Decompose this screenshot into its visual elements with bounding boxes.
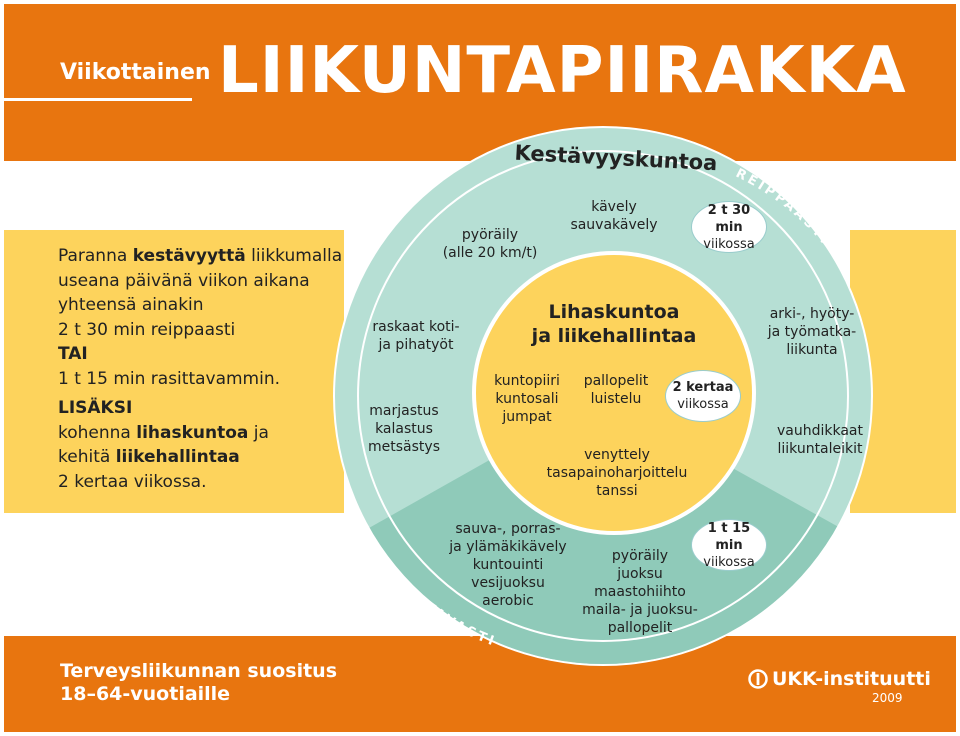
ukk-logo bbox=[748, 668, 931, 690]
text-line: 2 kertaa viikossa. bbox=[58, 471, 207, 492]
activity-label: kuntopiiri kuntosali jumpat bbox=[494, 373, 560, 425]
page-title: LIIKUNTAPIIRAKKA bbox=[218, 34, 907, 108]
frequency-badge: 2 t 30 min viikossa bbox=[692, 202, 766, 252]
activity-label: kävely sauvakävely bbox=[570, 199, 658, 233]
ukk-logo-text: UKK-instituutti bbox=[772, 668, 931, 690]
inner-heading: Lihaskuntoa ja liikehallintaa bbox=[531, 301, 697, 347]
text-line: Paranna kestävyyttä liikkumalla bbox=[58, 246, 343, 266]
text-line: kohenna lihaskuntoa ja bbox=[58, 422, 269, 443]
footer-subtitle: 18–64-vuotiaille bbox=[60, 683, 231, 705]
activity-label: vauhdikkaat liikuntaleikit bbox=[776, 423, 864, 457]
outer-heading: Kestävyyskuntoa bbox=[514, 140, 718, 176]
activity-label: pyöräily juoksu maastohiihto maila- ja juoksu- pallopelit bbox=[582, 548, 698, 636]
activity-label: sauva-, porras- ja ylämäkikävely kuntouinti vesijuoksu aerobic bbox=[449, 521, 567, 609]
ukk-logo-icon bbox=[748, 669, 768, 689]
text-line: 2 t 30 min reippaasti bbox=[58, 319, 236, 340]
text-line: yhteensä ainakin bbox=[58, 295, 204, 315]
activity-label: pallopelit luistelu bbox=[583, 373, 649, 407]
activity-label: arki-, hyöty- ja työmatka- liikunta bbox=[767, 306, 857, 358]
activity-label: raskaat koti- ja pihatyöt bbox=[372, 319, 460, 353]
footer-title: Terveysliikunnan suositus bbox=[60, 660, 338, 682]
text-line: 1 t 15 min rasittavammin. bbox=[58, 368, 281, 389]
activity-label: pyöräily (alle 20 km/t) bbox=[442, 227, 538, 261]
text-line: LISÄKSI bbox=[58, 398, 133, 418]
text-line: useana päivänä viikon aikana bbox=[58, 270, 310, 291]
footer-year: 2009 bbox=[872, 691, 903, 705]
activity-label: venyttely tasapainoharjoittelu tanssi bbox=[546, 447, 688, 499]
text-line: kehitä liikehallintaa bbox=[58, 447, 240, 467]
arc-label-rasittavasti: RASITTAVASTI bbox=[378, 560, 499, 651]
text-line: TAI bbox=[58, 344, 88, 364]
arc-label-reippaasti: REIPPAASTI bbox=[733, 166, 834, 249]
header-subtitle: Viikottainen bbox=[60, 60, 211, 85]
frequency-badge: 1 t 15 min viikossa bbox=[692, 520, 766, 570]
frequency-badge: 2 kertaa viikossa bbox=[666, 371, 740, 421]
activity-label: marjastus kalastus metsästys bbox=[368, 403, 440, 455]
